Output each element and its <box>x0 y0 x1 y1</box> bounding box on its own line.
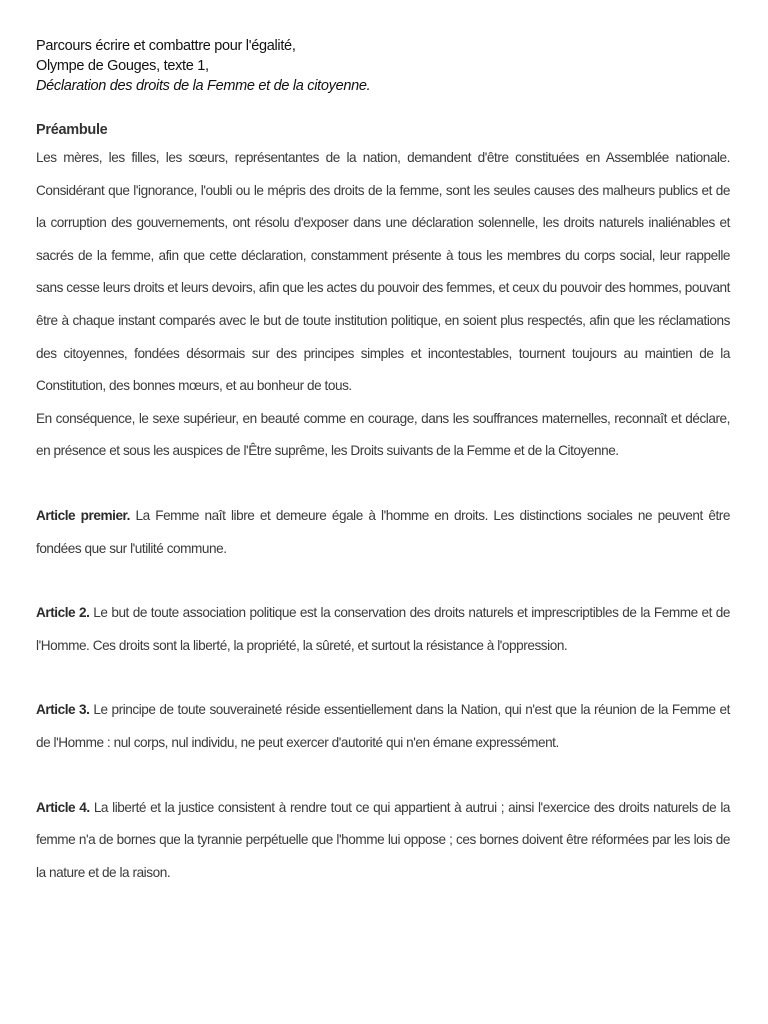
work-title: Déclaration des droits de la Femme et de la citoyenne. <box>36 78 371 94</box>
document-page <box>36 36 730 889</box>
article-4 <box>36 792 730 890</box>
article-2-label: Article 2. <box>36 605 90 621</box>
article-3 <box>36 694 730 759</box>
article-1-text: La Femme naît libre et demeure égale à l'homme en droits. Les distinctions sociales ne peuvent être fondées que sur l'utilité commune. <box>36 507 730 556</box>
article-1 <box>36 500 730 565</box>
document-header <box>36 36 730 96</box>
course-title: Parcours écrire et combattre pour l'égalité, <box>36 38 296 54</box>
article-4-label: Article 4. <box>36 799 90 815</box>
preamble-paragraph-2: En conséquence, le sexe supérieur, en beauté comme en courage, dans les souffrances maternelles, reconnaît et déclare, en présence et sous les auspices de l'Être suprême, les Droits suivants de la Femme et de la Citoyenne. <box>36 410 730 459</box>
preamble-paragraph-1: Les mères, les filles, les sœurs, représentantes de la nation, demandent d'être constituées en Assemblée nationale. Considérant que l'ignorance, l'oubli ou le mépris des droits de la femme, sont les seules causes des malheurs publics et de la corruption des gouvernements, ont résolu d'exposer dans une déclaration solennelle, les droits naturels inaliénables et sacrés de la femme, afin que cette déclaration, constamment présente à tous les membres du corps social, leur rappelle sans cesse leurs droits et leurs devoirs, afin que les actes du pouvoir des femmes, et ceux du pouvoir des hommes, pouvant être à chaque instant comparés avec le but de toute institution politique, en soient plus respectés, afin que les réclamations des citoyennes, fondées désormais sur des principes simples et incontestables, tournent toujours au maintien de la Constitution, des bonnes mœurs, et au bonheur de tous. <box>36 150 730 394</box>
author-text-reference: Olympe de Gouges, texte 1, <box>36 58 209 74</box>
article-3-text: Le principe de toute souveraineté réside essentiellement dans la Nation, qui n'est que la réunion de la Femme et de l'Homme : nul corps, nul individu, ne peut exercer d'autorité qui n'en émane expressément. <box>36 702 730 750</box>
article-2 <box>36 597 730 662</box>
preamble-title: Préambule <box>36 122 108 138</box>
article-2-text: Le but de toute association politique est la conservation des droits naturels et imprescriptibles de la Femme et de l'Homme. Ces droits sont la liberté, la propriété, la sûreté, et surtout la résistance à l'oppression. <box>36 605 731 653</box>
article-3-label: Article 3. <box>36 702 90 718</box>
article-1-label: Article premier. <box>36 507 130 523</box>
article-4-text: La liberté et la justice consistent à rendre tout ce qui appartient à autrui ; ainsi l'exercice des droits naturels de la femme n'a de bornes que la tyrannie perpétuelle que l'homme lui oppose ; ces bornes doivent être réformées par les lois de la nature et de la raison. <box>36 799 731 880</box>
